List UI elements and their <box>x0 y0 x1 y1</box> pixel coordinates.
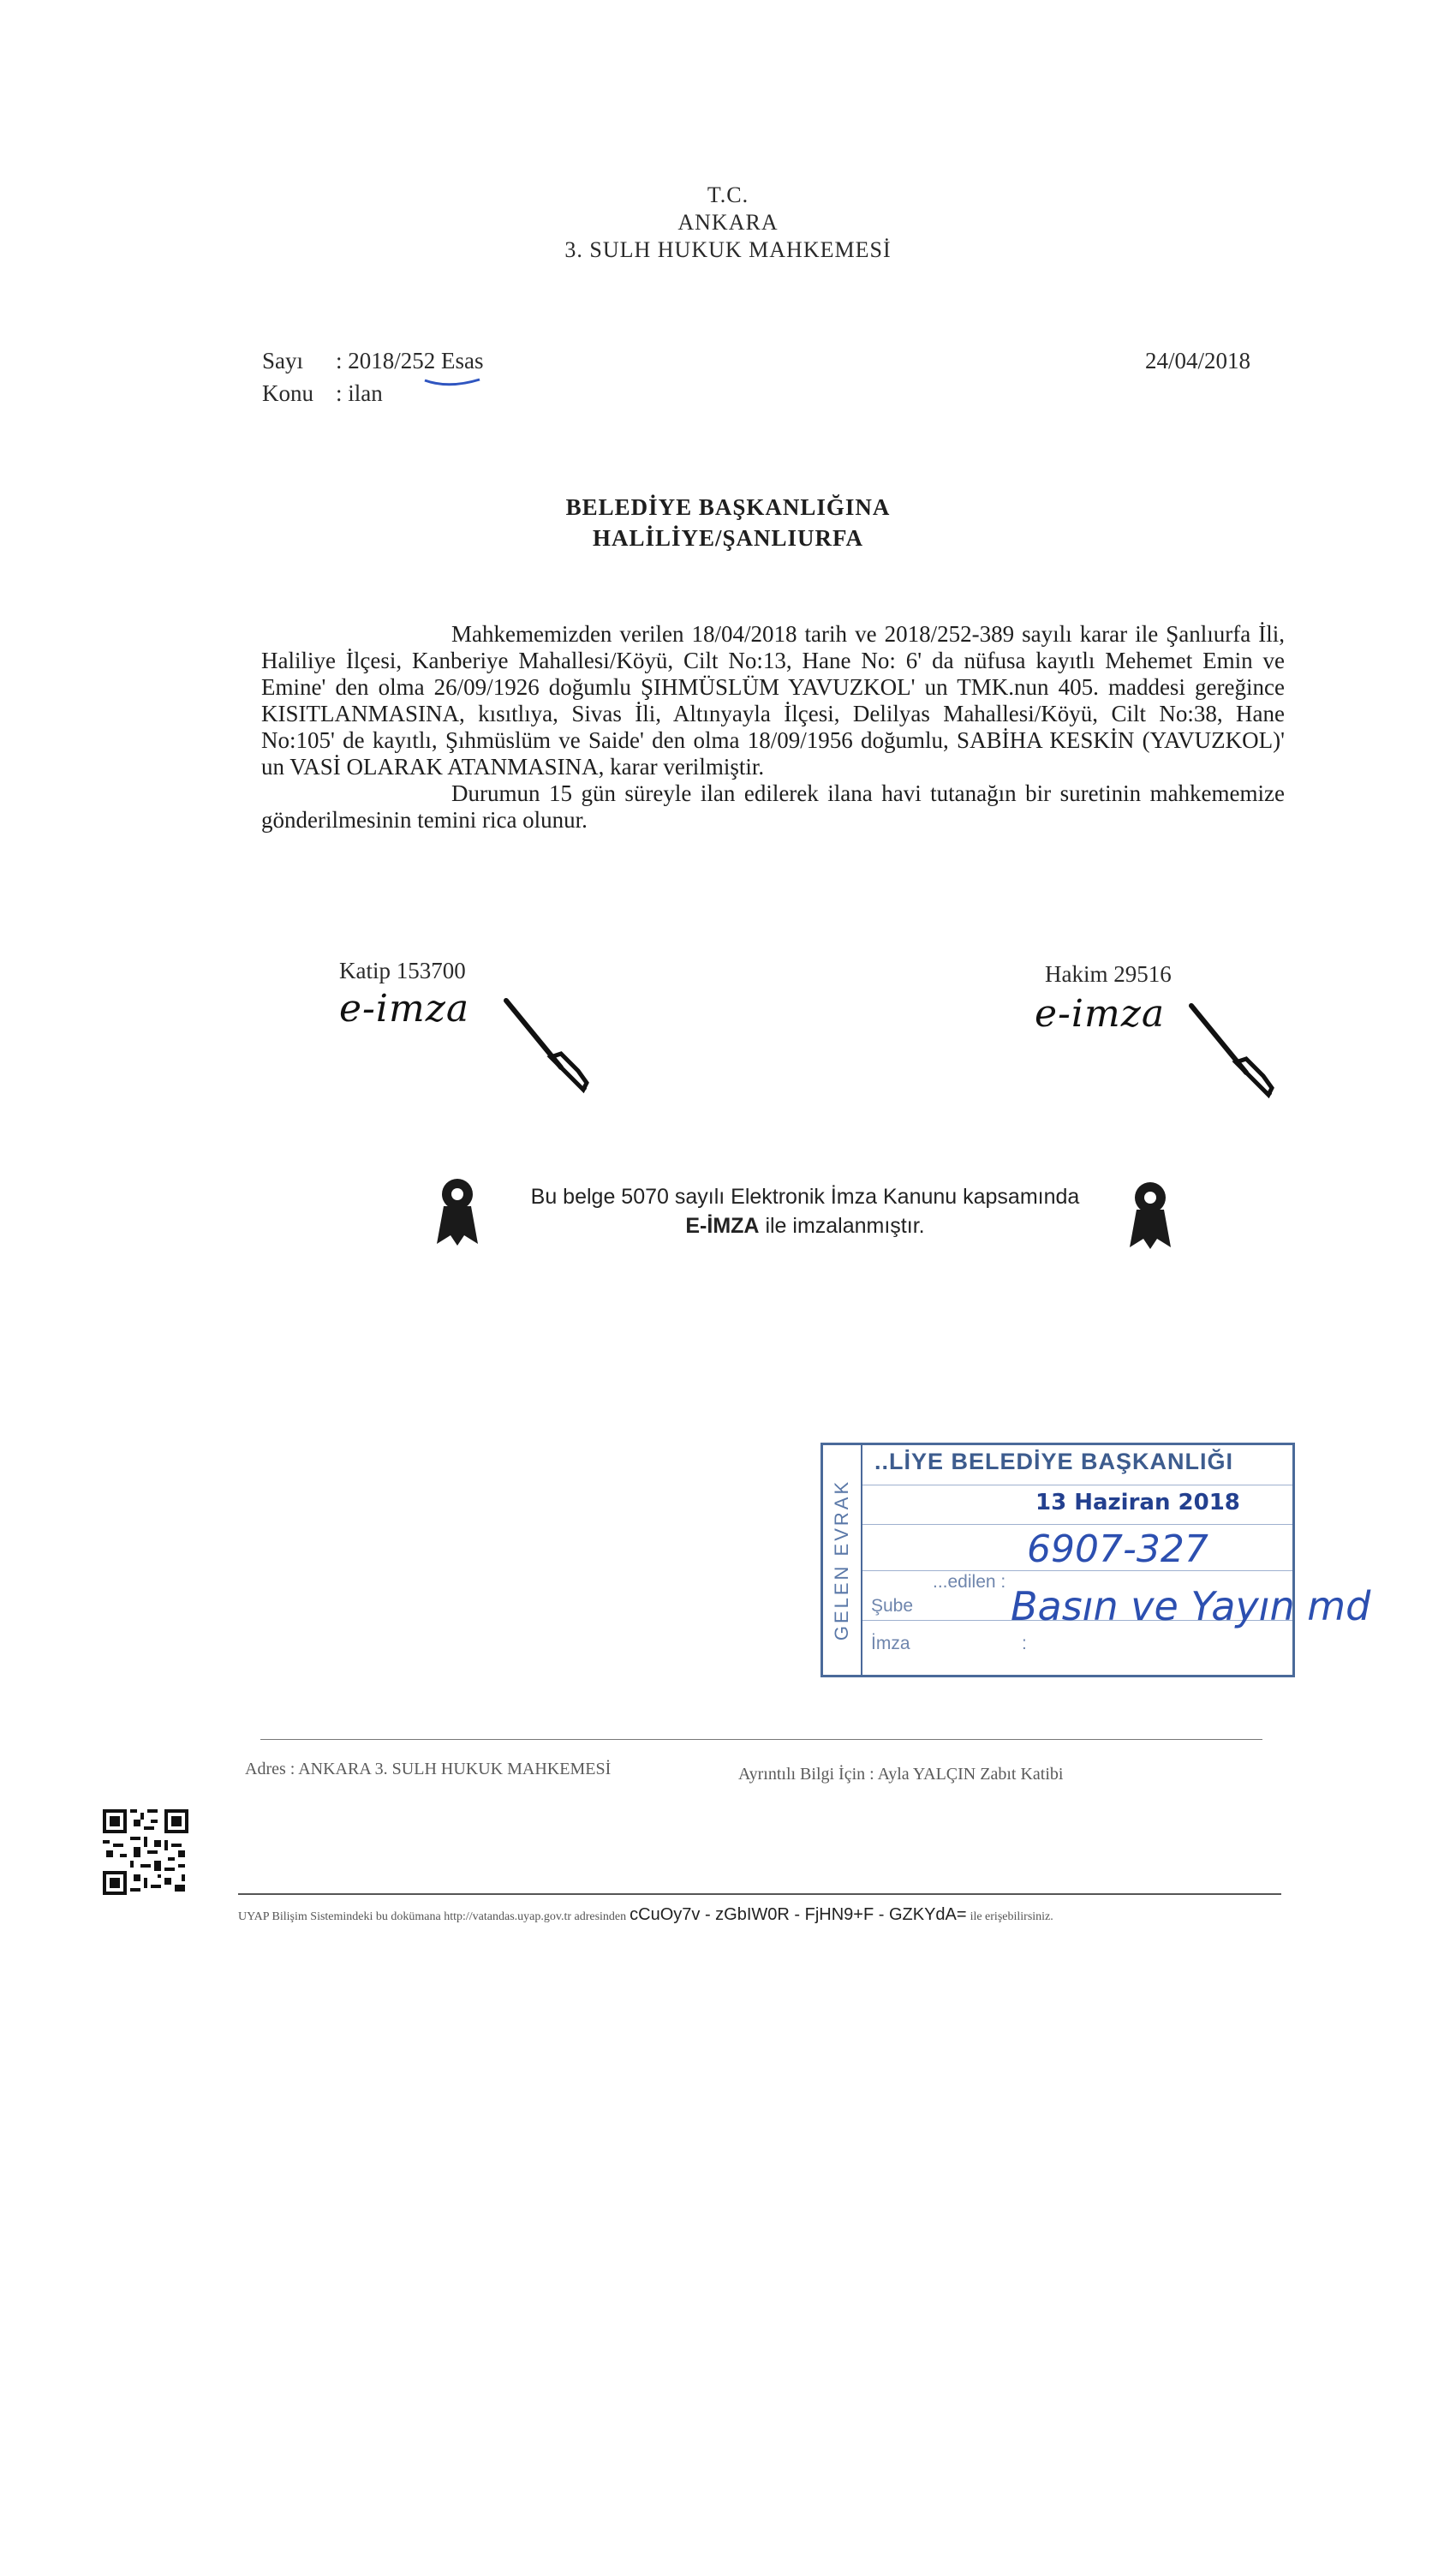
konu-label: Konu <box>262 380 313 406</box>
stamp-signature-label: İmza <box>871 1634 910 1653</box>
stamp-divider-2 <box>862 1524 1292 1525</box>
sayi-row <box>262 348 484 374</box>
esign-notice-line1: Bu belge 5070 sayılı Elektronik İmza Kanunu kapsamında <box>530 1185 1080 1209</box>
sayi-underline-mark <box>423 377 483 389</box>
stamp-date-value: 13 Haziran 2018 <box>1035 1490 1240 1515</box>
footer-rule-bottom <box>238 1893 1281 1895</box>
judge-label: Hakim 29516 <box>1045 961 1172 987</box>
court-header <box>0 182 1456 264</box>
footer-address: Adres : ANKARA 3. SULH HUKUK MAHKEMESİ <box>245 1760 612 1778</box>
header-city: ANKARA <box>677 210 779 235</box>
clerk-label: Katip 153700 <box>339 958 466 983</box>
qr-code-icon <box>103 1809 188 1895</box>
esign-seal-icon-left <box>432 1172 483 1247</box>
addressee-line1: BELEDİYE BAŞKANLIĞINA <box>565 494 891 520</box>
esign-seal-icon-right <box>1125 1175 1176 1251</box>
uyap-document-code: cCuOy7v - zGbIW0R - FjHN9+F - GZKYdA= <box>630 1905 967 1924</box>
sayi-value: : 2018/252 Esas <box>336 348 484 374</box>
body-paragraph-1: Mahkememizden verilen 18/04/2018 tarih ve 2018/252-389 sayılı karar ile Şanlıurfa İli, Haliliye İlçesi, Kanberiye Mahallesi/Köyü, Cilt No:13, Hane No: 6' da nüfusa kayıtlı Mehemet Emin ve Emine' den olma 26/09/1926 doğumlu ŞIHMÜSLÜM YAVUZKOL' un TMK.nun 405. maddesi gereğince KISITLANMASINA, kısıtlıya, Sivas İli, Altınyayla İlçesi, Delilyas Mahallesi/Köyü, Cilt No:38, Hane No:105' de kayıtlı, Şıhmüslüm ve Saide' den olma 18/09/1956 doğumlu, SABİHA KESKİN (YAVUZKOL)' un VASİ OLARAK ATANMASINA, karar verilmiştir. <box>261 621 1285 780</box>
uyap-access-line <box>238 1905 1309 1925</box>
esign-notice-rest: ile imzalanmıştır. <box>765 1214 925 1238</box>
stamp-divider-3 <box>862 1570 1292 1571</box>
judge-pen-icon <box>1186 999 1280 1102</box>
judge-esign: e-imza <box>1035 992 1166 1036</box>
esign-notice-line2 <box>480 1211 1131 1240</box>
esign-notice <box>480 1182 1131 1240</box>
incoming-document-stamp <box>820 1443 1295 1677</box>
sayi-label: Sayı <box>262 348 304 374</box>
stamp-branch-label: Şube <box>871 1596 914 1616</box>
uyap-suffix: ile erişebilirsiniz. <box>970 1910 1053 1923</box>
footer-contact-info: Ayrıntılı Bilgi İçin : Ayla YALÇIN Zabıt Katibi <box>738 1765 1064 1784</box>
addressee-line2: HALİLİYE/ŞANLIURFA <box>592 525 864 551</box>
body-paragraph-2: Durumun 15 gün süreyle ilan edilerek ilana havi tutanağın bir suretinin mahkememize gönderilmesinin temini rica olunur. <box>261 780 1285 833</box>
stamp-signature-colon: : <box>1022 1634 1027 1653</box>
stamp-branch-handwritten: Basın ve Yayın md <box>1011 1583 1371 1629</box>
stamp-number-value: 6907-327 <box>1027 1527 1208 1571</box>
stamp-forward-label: ...edilen : <box>933 1572 1006 1592</box>
stamp-side-text: GELEN EVRAK <box>831 1479 852 1641</box>
clerk-pen-icon <box>501 994 595 1097</box>
header-tc: T.C. <box>707 182 749 207</box>
footer-rule-top <box>260 1739 1262 1740</box>
letter-body <box>261 621 1285 834</box>
konu-row <box>262 380 383 407</box>
stamp-title: ..LİYE BELEDİYE BAŞKANLIĞI <box>874 1449 1234 1474</box>
clerk-esign: e-imza <box>339 987 470 1031</box>
stamp-side-band <box>823 1445 862 1675</box>
konu-value: : ilan <box>336 380 383 406</box>
header-court-name: 3. SULH HUKUK MAHKEMESİ <box>564 237 892 262</box>
addressee-block <box>0 492 1456 553</box>
uyap-prefix: UYAP Bilişim Sistemindeki bu dokümana http://vatandas.uyap.gov.tr adresinden <box>238 1910 627 1923</box>
document-date: 24/04/2018 <box>1145 348 1251 374</box>
esign-notice-bold: E-İMZA <box>685 1214 760 1238</box>
